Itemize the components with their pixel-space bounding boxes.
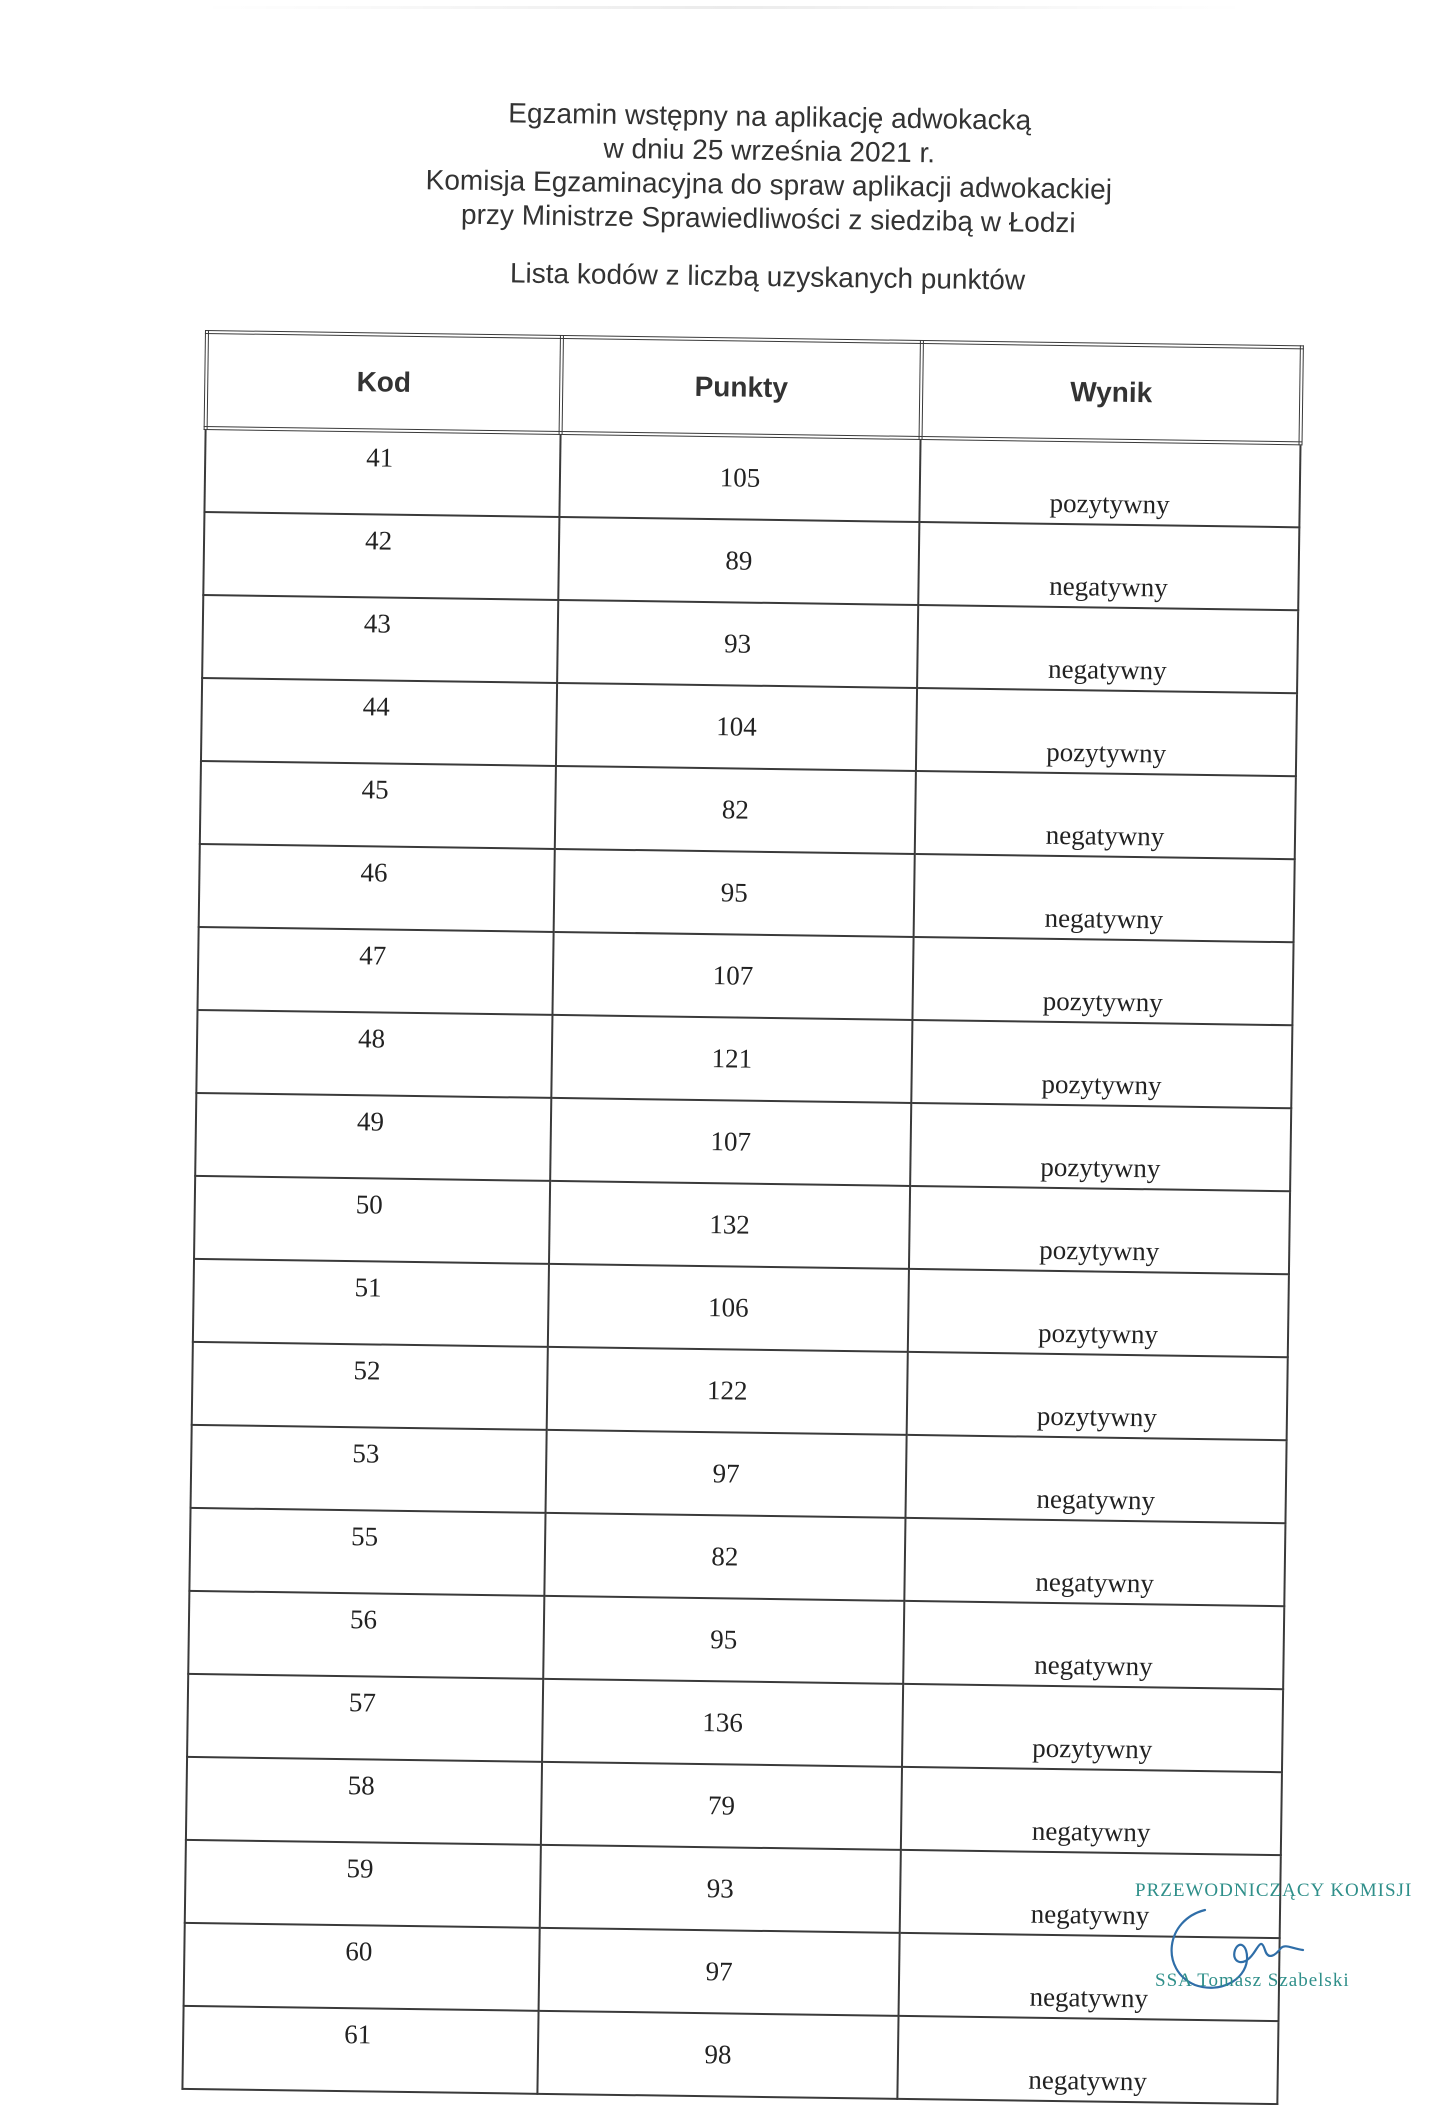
column-header-kod: Kod [206, 332, 562, 433]
table-row [193, 1259, 1289, 1357]
cell-punkty: 82 [555, 766, 916, 854]
cell-punkty: 82 [544, 1513, 905, 1601]
cell-kod: 61 [182, 2006, 538, 2094]
header-line-4: przy Ministrze Sprawiedliwości z siedzibą w Łodzi [460, 198, 1076, 239]
cell-punkty: 122 [547, 1347, 908, 1435]
cell-punkty: 93 [540, 1845, 901, 1933]
cell-punkty: 105 [559, 433, 920, 522]
cell-kod: 56 [188, 1591, 544, 1679]
table-row [199, 844, 1295, 942]
cell-punkty: 95 [543, 1596, 904, 1684]
column-header-wynik: Wynik [921, 342, 1302, 443]
table-row [201, 678, 1297, 776]
table-row [198, 927, 1294, 1025]
cell-kod: 45 [200, 761, 556, 849]
stamp-role: PRZEWODNICZĄCY KOMISJI [1135, 1880, 1413, 1901]
cell-punkty: 107 [552, 932, 913, 1020]
cell-punkty: 107 [550, 1098, 911, 1186]
cell-wynik: negatywny [905, 1435, 1286, 1523]
cell-kod: 43 [202, 595, 558, 683]
cell-kod: 48 [196, 1010, 552, 1098]
cell-kod: 60 [184, 1923, 540, 2011]
header-line-2: w dniu 25 września 2021 r. [603, 132, 936, 169]
cell-kod: 51 [193, 1259, 549, 1347]
cell-kod: 44 [201, 678, 557, 766]
cell-punkty: 95 [554, 849, 915, 937]
cell-punkty: 97 [539, 1928, 900, 2016]
cell-kod: 47 [198, 927, 554, 1015]
cell-wynik: pozytywny [919, 438, 1300, 527]
table-row [186, 1757, 1282, 1855]
cell-punkty: 93 [557, 600, 918, 688]
cell-wynik: negatywny [915, 771, 1296, 859]
table-row [194, 1176, 1290, 1274]
cell-kod: 42 [203, 512, 559, 600]
cell-punkty: 97 [546, 1430, 907, 1518]
table-row [185, 1840, 1281, 1938]
cell-kod: 55 [189, 1508, 545, 1596]
cell-wynik: pozytywny [909, 1186, 1290, 1274]
cell-wynik: negatywny [901, 1767, 1282, 1855]
cell-wynik: negatywny [903, 1601, 1284, 1689]
chairman-stamp [1135, 1880, 1435, 2020]
table-row [187, 1674, 1283, 1772]
cell-punkty: 132 [549, 1181, 910, 1269]
cell-wynik: negatywny [904, 1518, 1285, 1606]
cell-punkty: 136 [542, 1679, 903, 1767]
cell-wynik: pozytywny [916, 688, 1297, 776]
column-header-punkty: Punkty [561, 337, 922, 438]
table-row [188, 1591, 1284, 1689]
document-header [347, 94, 1190, 300]
table-row [196, 1010, 1292, 1108]
cell-wynik: negatywny [914, 854, 1295, 942]
table-row [184, 1923, 1280, 2021]
cell-kod: 59 [185, 1840, 541, 1928]
results-table [180, 330, 1303, 2105]
cell-wynik: negatywny [899, 1933, 1280, 2021]
cell-kod: 52 [192, 1342, 548, 1430]
cell-wynik: pozytywny [907, 1352, 1288, 1440]
table-row [189, 1508, 1285, 1606]
cell-punkty: 106 [548, 1264, 909, 1352]
cell-wynik: pozytywny [912, 937, 1293, 1025]
cell-punkty: 121 [551, 1015, 912, 1103]
stamp-name: SSA Tomasz Szabelski [1155, 1970, 1350, 1991]
cell-kod: 50 [194, 1176, 550, 1264]
table-row [204, 428, 1300, 527]
cell-wynik: pozytywny [908, 1269, 1289, 1357]
cell-kod: 57 [187, 1674, 543, 1762]
table-body [182, 428, 1300, 2104]
cell-kod: 46 [199, 844, 555, 932]
results-table-wrap [180, 330, 1299, 2105]
document-subtitle: Lista kodów z liczbą uzyskanych punktów [509, 257, 1026, 296]
cell-wynik: pozytywny [911, 1020, 1292, 1108]
table-row [192, 1342, 1288, 1440]
cell-wynik: negatywny [917, 605, 1298, 693]
cell-wynik: negatywny [918, 522, 1299, 610]
cell-wynik: negatywny [900, 1850, 1281, 1938]
header-line-3: Komisja Egzaminacyjna do spraw aplikacji adwokackiej [425, 164, 1113, 205]
cell-wynik: negatywny [897, 2016, 1278, 2104]
table-row [191, 1425, 1287, 1523]
table-row [203, 512, 1299, 610]
cell-punkty: 98 [537, 2011, 898, 2099]
table-row [200, 761, 1296, 859]
cell-punkty: 104 [556, 683, 917, 771]
table-row [195, 1093, 1291, 1191]
table-row [202, 595, 1298, 693]
table-header-row [206, 332, 1302, 443]
cell-kod: 49 [195, 1093, 551, 1181]
header-line-1: Egzamin wstępny na aplikację adwokacką [508, 97, 1032, 136]
cell-punkty: 89 [558, 517, 919, 605]
cell-punkty: 79 [541, 1762, 902, 1850]
scan-edge [200, 6, 1248, 9]
cell-kod: 58 [186, 1757, 542, 1845]
cell-wynik: pozytywny [910, 1103, 1291, 1191]
cell-kod: 53 [191, 1425, 547, 1513]
cell-wynik: pozytywny [902, 1684, 1283, 1772]
cell-kod: 41 [204, 428, 560, 517]
table-row [182, 2006, 1278, 2104]
